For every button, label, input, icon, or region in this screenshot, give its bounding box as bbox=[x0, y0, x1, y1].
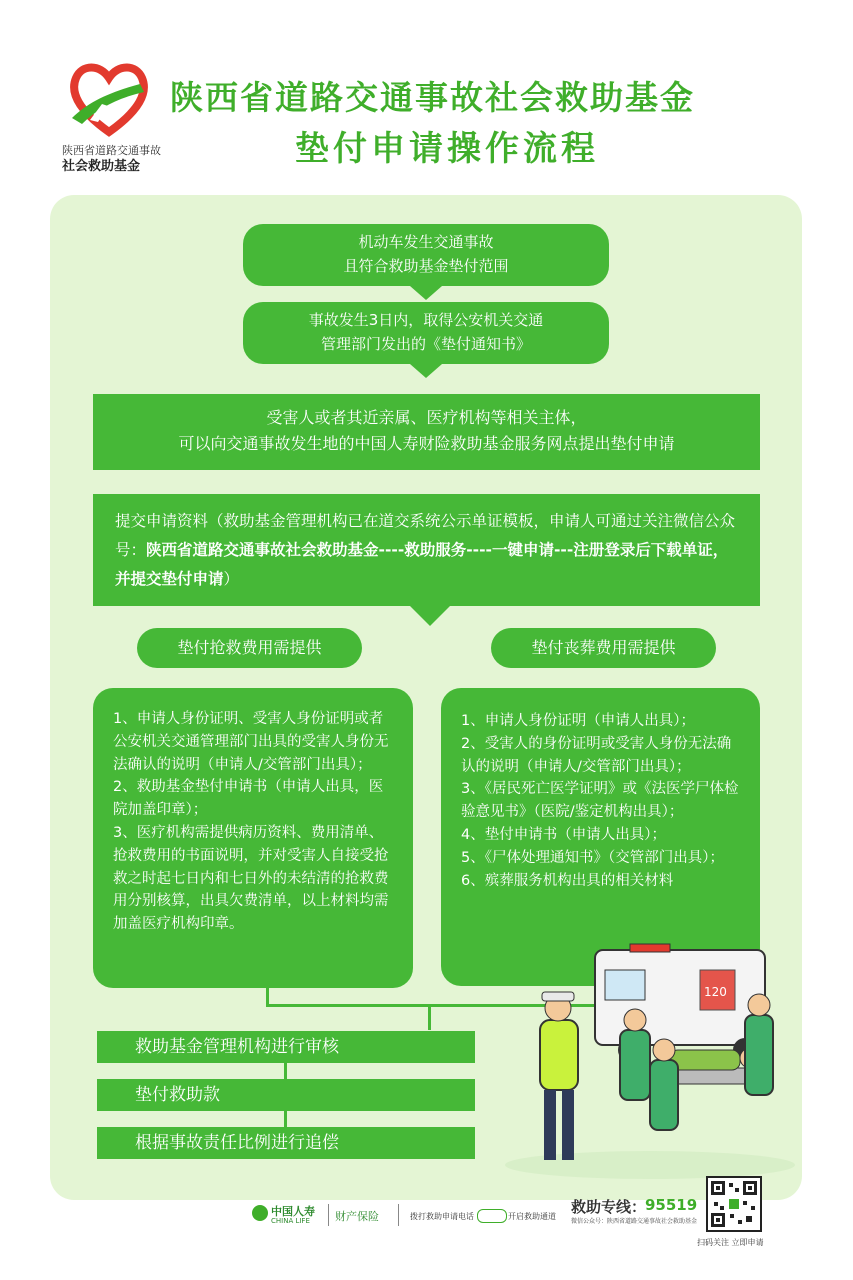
funeral-item-6: 6、殡葬服务机构出具的相关材料 bbox=[461, 872, 674, 889]
rescue-illustration bbox=[500, 940, 800, 1185]
step-submit-documents bbox=[93, 494, 760, 606]
step-get-notice bbox=[243, 302, 609, 364]
heart-road-logo-icon bbox=[68, 58, 150, 138]
logo bbox=[68, 58, 150, 138]
funeral-item-4: 4、垫付申请书（申请人出具）； bbox=[461, 826, 666, 843]
rescue-cost-header: 垫付抢救费用需提供 bbox=[137, 628, 362, 668]
final-step-recovery: 根据事故责任比例进行追偿 bbox=[97, 1127, 475, 1159]
step-accident-occurs bbox=[243, 224, 609, 286]
funeral-item-2: 2、受害人的身份证明或受害人身份无法确认的说明（申请人/交管部门出具）； bbox=[461, 735, 732, 775]
step2-line1: 事故发生3日内，取得公安机关交通 bbox=[308, 311, 544, 329]
step1-line2: 且符合救助基金垫付范围 bbox=[343, 257, 509, 275]
flow-arrow-2 bbox=[410, 364, 442, 378]
connector-final-2 bbox=[284, 1111, 287, 1127]
page-title: 陕西省道路交通事故社会救助基金 bbox=[170, 78, 695, 117]
step3-line2: 可以向交通事故发生地的中国人寿财险救助基金服务网点提出垫付申请 bbox=[178, 434, 675, 453]
ambulance-rescue-illustration-icon bbox=[500, 940, 800, 1185]
hotline-number: 95519 bbox=[645, 1196, 698, 1214]
wechat-note: 微信公众号：陕西省道路交通事故社会救助基金 bbox=[571, 1218, 698, 1225]
funeral-item-1: 1、申请人身份证明（申请人出具）； bbox=[461, 713, 695, 729]
step-submit-application bbox=[93, 394, 760, 470]
rescue-cost-card bbox=[93, 688, 413, 988]
insurer-division: 财产保险 bbox=[335, 1210, 379, 1223]
step2-line2: 管理部门发出的《垫付通知书》 bbox=[320, 335, 531, 353]
logo-org-line1: 陕西省道路交通事故 bbox=[62, 144, 161, 157]
rescue-item-3: 3、医疗机构需提供病历资料、费用清单、抢救费用的书面说明，并对受害人自接受抢救之时起七日内和七日外的未结清的抢救费用分别核算，出具欠费清单，以上材料均需加盖医疗机构印章。 bbox=[113, 824, 389, 933]
flow-arrow-4 bbox=[410, 606, 450, 626]
china-life-logo-icon bbox=[252, 1205, 268, 1221]
connector-final-1 bbox=[284, 1063, 287, 1079]
qr-code-icon bbox=[708, 1178, 760, 1230]
page-subtitle: 垫付申请操作流程 bbox=[295, 129, 599, 169]
hotline-label: 救助专线： bbox=[571, 1198, 647, 1216]
footer-divider-2 bbox=[398, 1204, 399, 1226]
rescue-item-2: 2、救助基金垫付申请书（申请人出具，医院加盖印章）； bbox=[113, 779, 384, 819]
step3-line1: 受害人或者其近亲属、医疗机构等相关主体， bbox=[266, 408, 587, 427]
insurer-name: 中国人寿 bbox=[271, 1205, 315, 1218]
final-step-review: 救助基金管理机构进行审核 bbox=[97, 1031, 475, 1063]
final-step-payment: 垫付救助款 bbox=[97, 1079, 475, 1111]
ambulance-label: 120 bbox=[704, 985, 727, 999]
qr-caption: 扫码关注 立即申请 bbox=[697, 1238, 764, 1247]
logo-org-line2: 社会救助基金 bbox=[62, 159, 141, 174]
insurer-name-en: CHINA LIFE bbox=[271, 1217, 310, 1225]
hotline-badge-icon bbox=[477, 1209, 507, 1223]
qr-code[interactable] bbox=[706, 1176, 762, 1232]
hotline-prompt-a: 拨打救助申请电话 bbox=[410, 1212, 474, 1221]
connector-left-down bbox=[266, 988, 269, 1005]
funeral-item-3: 3、《居民死亡医学证明》或《法医学尸体检验意见书》（医院/鉴定机构出具）； bbox=[461, 781, 739, 821]
connector-center-down bbox=[428, 1004, 431, 1030]
flow-arrow-1 bbox=[410, 286, 442, 300]
footer-divider bbox=[328, 1204, 329, 1226]
step1-line1: 机动车发生交通事故 bbox=[358, 233, 494, 251]
hotline-prompt-b: 开启救助通道 bbox=[508, 1212, 556, 1221]
step4-close-paren: ） bbox=[223, 570, 240, 588]
step4-wechat-path-text: 陕西省道路交通事故社会救助基金----救助服务----一键申请---注册登录后下载单证，并提交垫付申请 bbox=[115, 541, 729, 588]
funeral-cost-header: 垫付丧葬费用需提供 bbox=[491, 628, 716, 668]
step4-intro-text: 提交申请资料（救助基金管理机构已在道交系统公示单证模板，申请人可通过关注微信公众号： bbox=[115, 512, 736, 559]
funeral-item-5: 5、《尸体处理通知书》（交管部门出具）； bbox=[461, 849, 724, 866]
rescue-item-1: 1、申请人身份证明、受害人身份证明或者公安机关交通管理部门出具的受害人身份无法确认的说明（申请人/交管部门出具）； bbox=[113, 711, 389, 773]
